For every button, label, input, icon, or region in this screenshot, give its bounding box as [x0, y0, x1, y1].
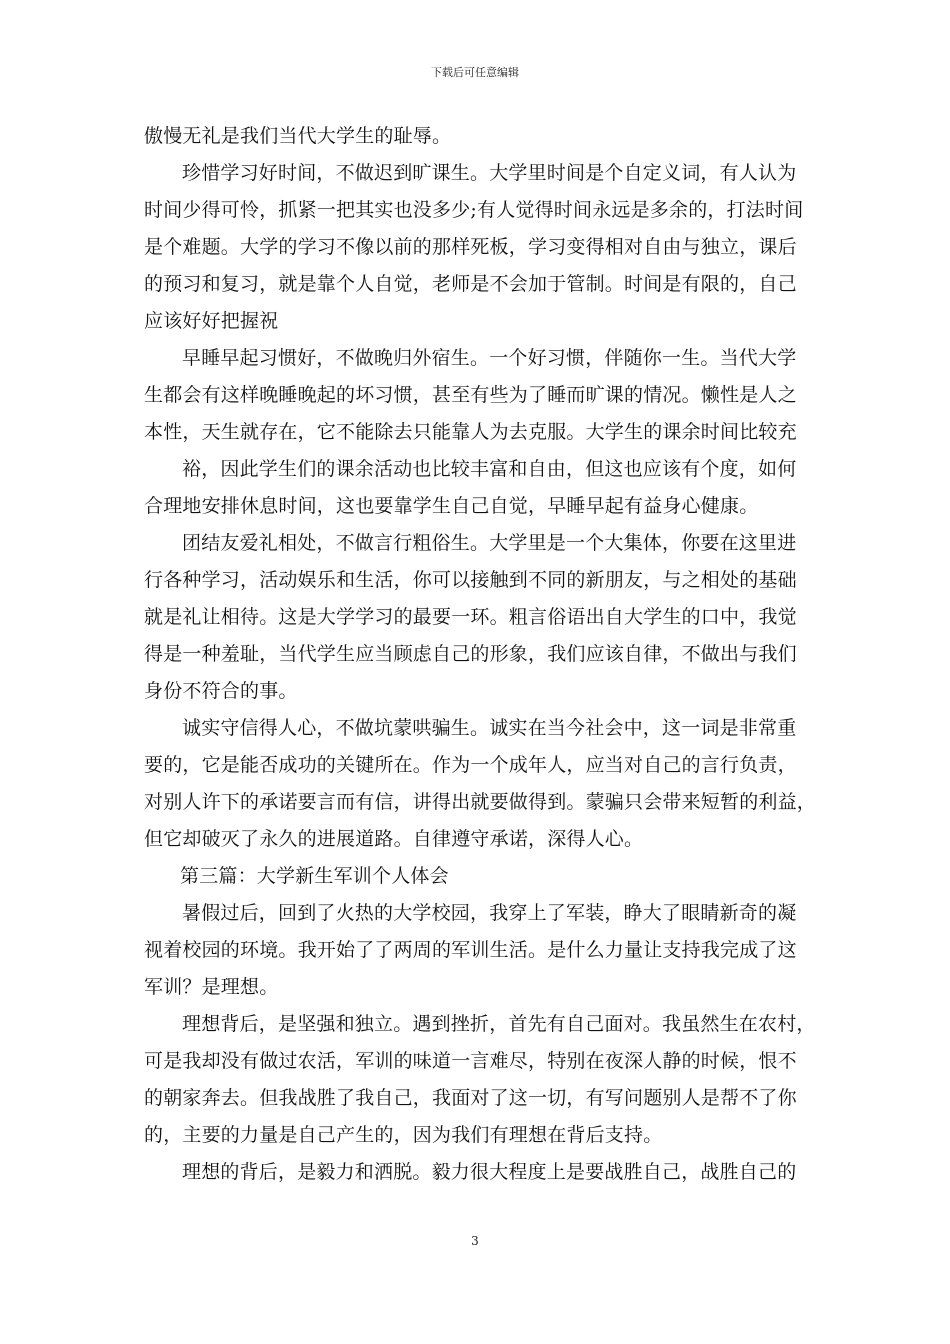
- text-line: 傲慢无礼是我们当代大学生的耻辱。: [144, 125, 452, 147]
- page-number: 3: [471, 1234, 479, 1248]
- text-line: 的，主要的力量是自己产生的，因为我们有理想在背后支持。: [144, 1124, 663, 1146]
- text-line: 但它却破灭了永久的进展道路。自律遵守承诺，深得人心。: [144, 828, 644, 850]
- document-body: [144, 118, 817, 1191]
- text-line: 理想的背后，是毅力和洒脱。毅力很大程度上是要战胜自己，战胜自己的: [182, 1161, 797, 1183]
- text-line: 对别人许下的承诺要言而有信，讲得出就要做得到。蒙骗只会带来短暂的利益，: [144, 791, 817, 813]
- text-line: 军训？是理想。: [144, 976, 279, 998]
- text-line: 时间少得可怜，抓紧一把其实也没多少;有人觉得时间永远是多余的，打法时间: [144, 199, 804, 221]
- text-line: 身份不符合的事。: [144, 680, 298, 702]
- text-line: 暑假过后，回到了火热的大学校园，我穿上了军装，睁大了眼睛新奇的凝: [182, 902, 797, 924]
- text-line: 得是一种羞耻，当代学生应当顾虑自己的形象，我们应该自律，不做出与我们: [144, 643, 797, 665]
- text-line: 团结友爱礼相处，不做言行粗俗生。大学里是一个大集体，你要在这里进: [182, 532, 797, 554]
- text-line: 视着校园的环境。我开始了了两周的军训生活。是什么力量让支持我完成了这: [144, 939, 797, 961]
- text-line: 理想背后，是坚强和独立。遇到挫折，首先有自己面对。我虽然生在农村，: [182, 1013, 816, 1035]
- text-line: 要的，它是能否成功的关键所在。作为一个成年人，应当对自己的言行负责，: [144, 754, 797, 776]
- text-line: 本性，天生就存在，它不能除去只能靠人为去克服。大学生的课余时间比较充: [144, 421, 797, 443]
- page-header: 下载后可任意编辑: [431, 66, 519, 79]
- text-line: 行各种学习，活动娱乐和生活，你可以接触到不同的新朋友，与之相处的基础: [144, 569, 797, 591]
- text-line: 生都会有这样晚睡晚起的坏习惯，甚至有些为了睡而旷课的情况。懒性是人之: [144, 384, 797, 406]
- text-line: 裕，因此学生们的课余活动也比较丰富和自由，但这也应该有个度，如何: [182, 458, 797, 480]
- text-line: 诚实守信得人心，不做坑蒙哄骗生。诚实在当今社会中，这一词是非常重: [182, 717, 797, 739]
- text-line: 的朝家奔去。但我战胜了我自己，我面对了这一切，有写问题别人是帮不了你: [144, 1087, 797, 1109]
- text-line: 就是礼让相待。这是大学学习的最要一环。粗言俗语出自大学生的口中，我觉: [144, 606, 797, 628]
- text-line: 的预习和复习，就是靠个人自觉，老师是不会加于管制。时间是有限的，自己: [144, 273, 797, 295]
- text-line: 可是我却没有做过农活，军训的味道一言难尽，特别在夜深人静的时候，恨不: [144, 1050, 797, 1072]
- text-line: 应该好好把握祝: [144, 310, 279, 332]
- section-heading: 第三篇：大学新生军训个人体会: [180, 865, 449, 887]
- text-line: 合理地安排休息时间，这也要靠学生自己自觉，早睡早起有益身心健康。: [144, 495, 759, 517]
- text-line: 珍惜学习好时间，不做迟到旷课生。大学里时间是个自定义词，有人认为: [182, 162, 797, 184]
- text-line: 是个难题。大学的学习不像以前的那样死板，学习变得相对自由与独立，课后: [144, 236, 797, 258]
- text-line: 早睡早起习惯好，不做晚归外宿生。一个好习惯，伴随你一生。当代大学: [182, 347, 797, 369]
